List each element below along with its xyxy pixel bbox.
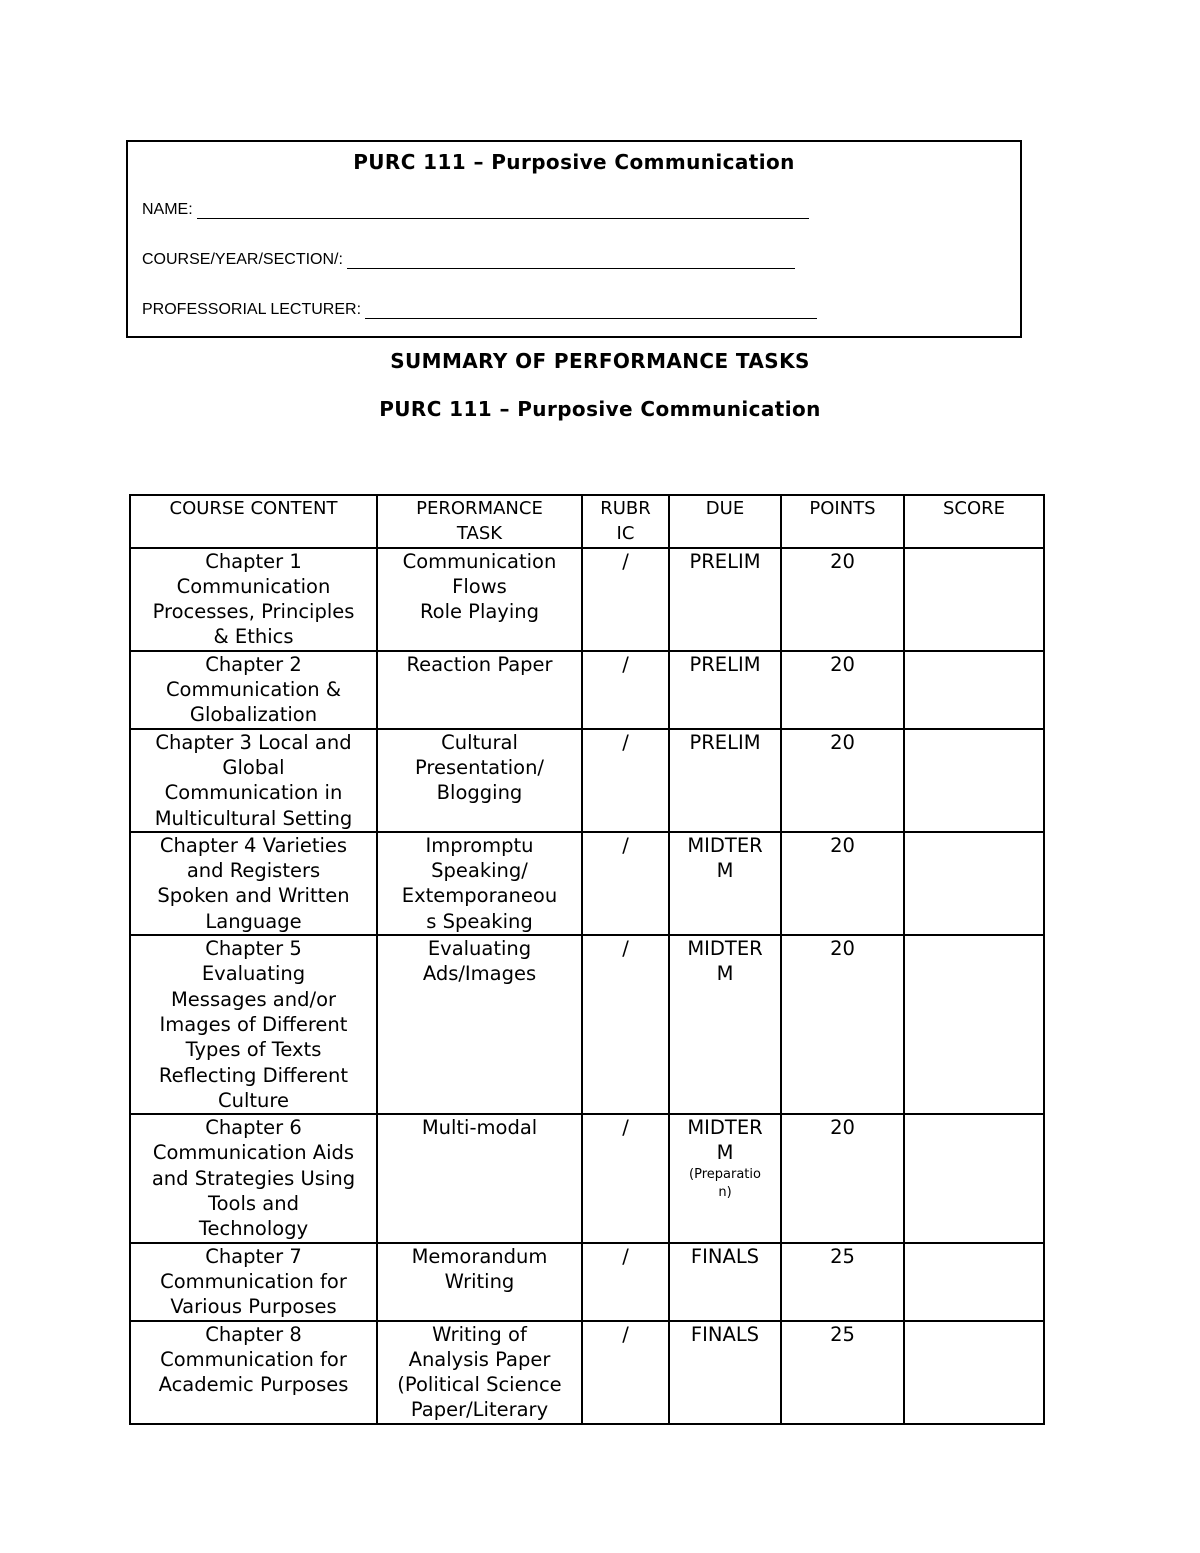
course-content-cell: Chapter 2 Communication & Globalization bbox=[130, 651, 377, 729]
course-content-cell: Chapter 4 Varieties and Registers Spoken and Written Language bbox=[130, 832, 377, 935]
course-content-cell: Chapter 1 Communication Processes, Principles & Ethics bbox=[130, 548, 377, 651]
due-cell: FINALS bbox=[669, 1243, 781, 1321]
due-cell: PRELIM bbox=[669, 729, 781, 832]
professorial-lecturer-input-line[interactable] bbox=[365, 302, 817, 319]
performance-tasks-table bbox=[129, 494, 1045, 1425]
performance-task-cell: Writing of Analysis Paper (Political Science Paper/Literary bbox=[377, 1321, 582, 1424]
score-cell[interactable] bbox=[904, 651, 1044, 729]
due-note: (Preparatio n) bbox=[689, 1166, 761, 1200]
summary-title: SUMMARY OF PERFORMANCE TASKS bbox=[390, 349, 810, 373]
points-cell: 20 bbox=[781, 935, 904, 1114]
points-cell: 25 bbox=[781, 1321, 904, 1424]
due-cell: MIDTER M bbox=[669, 935, 781, 1114]
score-cell[interactable] bbox=[904, 1321, 1044, 1424]
due-cell: PRELIM bbox=[669, 548, 781, 651]
header-rubric: RUBR IC bbox=[582, 495, 669, 548]
performance-task-cell: Communication Flows Role Playing bbox=[377, 548, 582, 651]
name-input-line[interactable] bbox=[197, 202, 809, 219]
score-cell[interactable] bbox=[904, 935, 1044, 1114]
performance-task-cell: Evaluating Ads/Images bbox=[377, 935, 582, 1114]
course-year-section-label: COURSE/YEAR/SECTION/: bbox=[142, 251, 343, 268]
course-content-cell: Chapter 7 Communication for Various Purposes bbox=[130, 1243, 377, 1321]
points-cell: 20 bbox=[781, 1114, 904, 1242]
table-row bbox=[130, 1321, 1044, 1424]
performance-task-cell: Impromptu Speaking/ Extemporaneou s Speaking bbox=[377, 832, 582, 935]
score-cell[interactable] bbox=[904, 729, 1044, 832]
course-title: PURC 111 – Purposive Communication bbox=[353, 150, 795, 174]
table-row bbox=[130, 935, 1044, 1114]
table-row bbox=[130, 832, 1044, 935]
summary-subtitle: PURC 111 – Purposive Communication bbox=[379, 397, 821, 421]
rubric-cell[interactable]: / bbox=[582, 1243, 669, 1321]
performance-task-cell: Memorandum Writing bbox=[377, 1243, 582, 1321]
name-label: NAME: bbox=[142, 201, 193, 218]
table-row bbox=[130, 548, 1044, 651]
score-cell[interactable] bbox=[904, 1114, 1044, 1242]
course-year-section-field[interactable] bbox=[142, 251, 795, 269]
course-year-section-input-line[interactable] bbox=[347, 252, 795, 269]
rubric-cell[interactable]: / bbox=[582, 1114, 669, 1242]
rubric-cell[interactable]: / bbox=[582, 935, 669, 1114]
rubric-cell[interactable]: / bbox=[582, 832, 669, 935]
performance-task-cell: Reaction Paper bbox=[377, 651, 582, 729]
course-content-cell: Chapter 3 Local and Global Communication in Multicultural Setting bbox=[130, 729, 377, 832]
table-row bbox=[130, 1243, 1044, 1321]
performance-task-cell: Multi-modal bbox=[377, 1114, 582, 1242]
rubric-cell[interactable]: / bbox=[582, 729, 669, 832]
professorial-lecturer-field[interactable] bbox=[142, 301, 817, 319]
rubric-cell[interactable]: / bbox=[582, 548, 669, 651]
header-performance-task: PERORMANCE TASK bbox=[377, 495, 582, 548]
rubric-cell[interactable]: / bbox=[582, 651, 669, 729]
due-cell: MIDTER M (Preparatio n) bbox=[669, 1114, 781, 1242]
student-info-box bbox=[126, 140, 1022, 338]
professorial-lecturer-label: PROFESSORIAL LECTURER: bbox=[142, 301, 362, 318]
points-cell: 25 bbox=[781, 1243, 904, 1321]
points-cell: 20 bbox=[781, 548, 904, 651]
header-course-content: COURSE CONTENT bbox=[130, 495, 377, 548]
score-cell[interactable] bbox=[904, 1243, 1044, 1321]
table-row bbox=[130, 729, 1044, 832]
table-header-row bbox=[130, 495, 1044, 548]
course-content-cell: Chapter 5 Evaluating Messages and/or Images of Different Types of Texts Reflecting Different Culture bbox=[130, 935, 377, 1114]
name-field[interactable] bbox=[142, 201, 809, 219]
performance-task-cell: Cultural Presentation/ Blogging bbox=[377, 729, 582, 832]
score-cell[interactable] bbox=[904, 548, 1044, 651]
due-cell: PRELIM bbox=[669, 651, 781, 729]
due-cell: FINALS bbox=[669, 1321, 781, 1424]
table-row bbox=[130, 1114, 1044, 1242]
course-content-cell: Chapter 6 Communication Aids and Strategies Using Tools and Technology bbox=[130, 1114, 377, 1242]
score-cell[interactable] bbox=[904, 832, 1044, 935]
course-content-cell: Chapter 8 Communication for Academic Purposes bbox=[130, 1321, 377, 1424]
points-cell: 20 bbox=[781, 729, 904, 832]
points-cell: 20 bbox=[781, 832, 904, 935]
header-points: POINTS bbox=[781, 495, 904, 548]
header-due: DUE bbox=[669, 495, 781, 548]
table-row bbox=[130, 651, 1044, 729]
points-cell: 20 bbox=[781, 651, 904, 729]
header-score: SCORE bbox=[904, 495, 1044, 548]
due-cell: MIDTER M bbox=[669, 832, 781, 935]
rubric-cell[interactable]: / bbox=[582, 1321, 669, 1424]
